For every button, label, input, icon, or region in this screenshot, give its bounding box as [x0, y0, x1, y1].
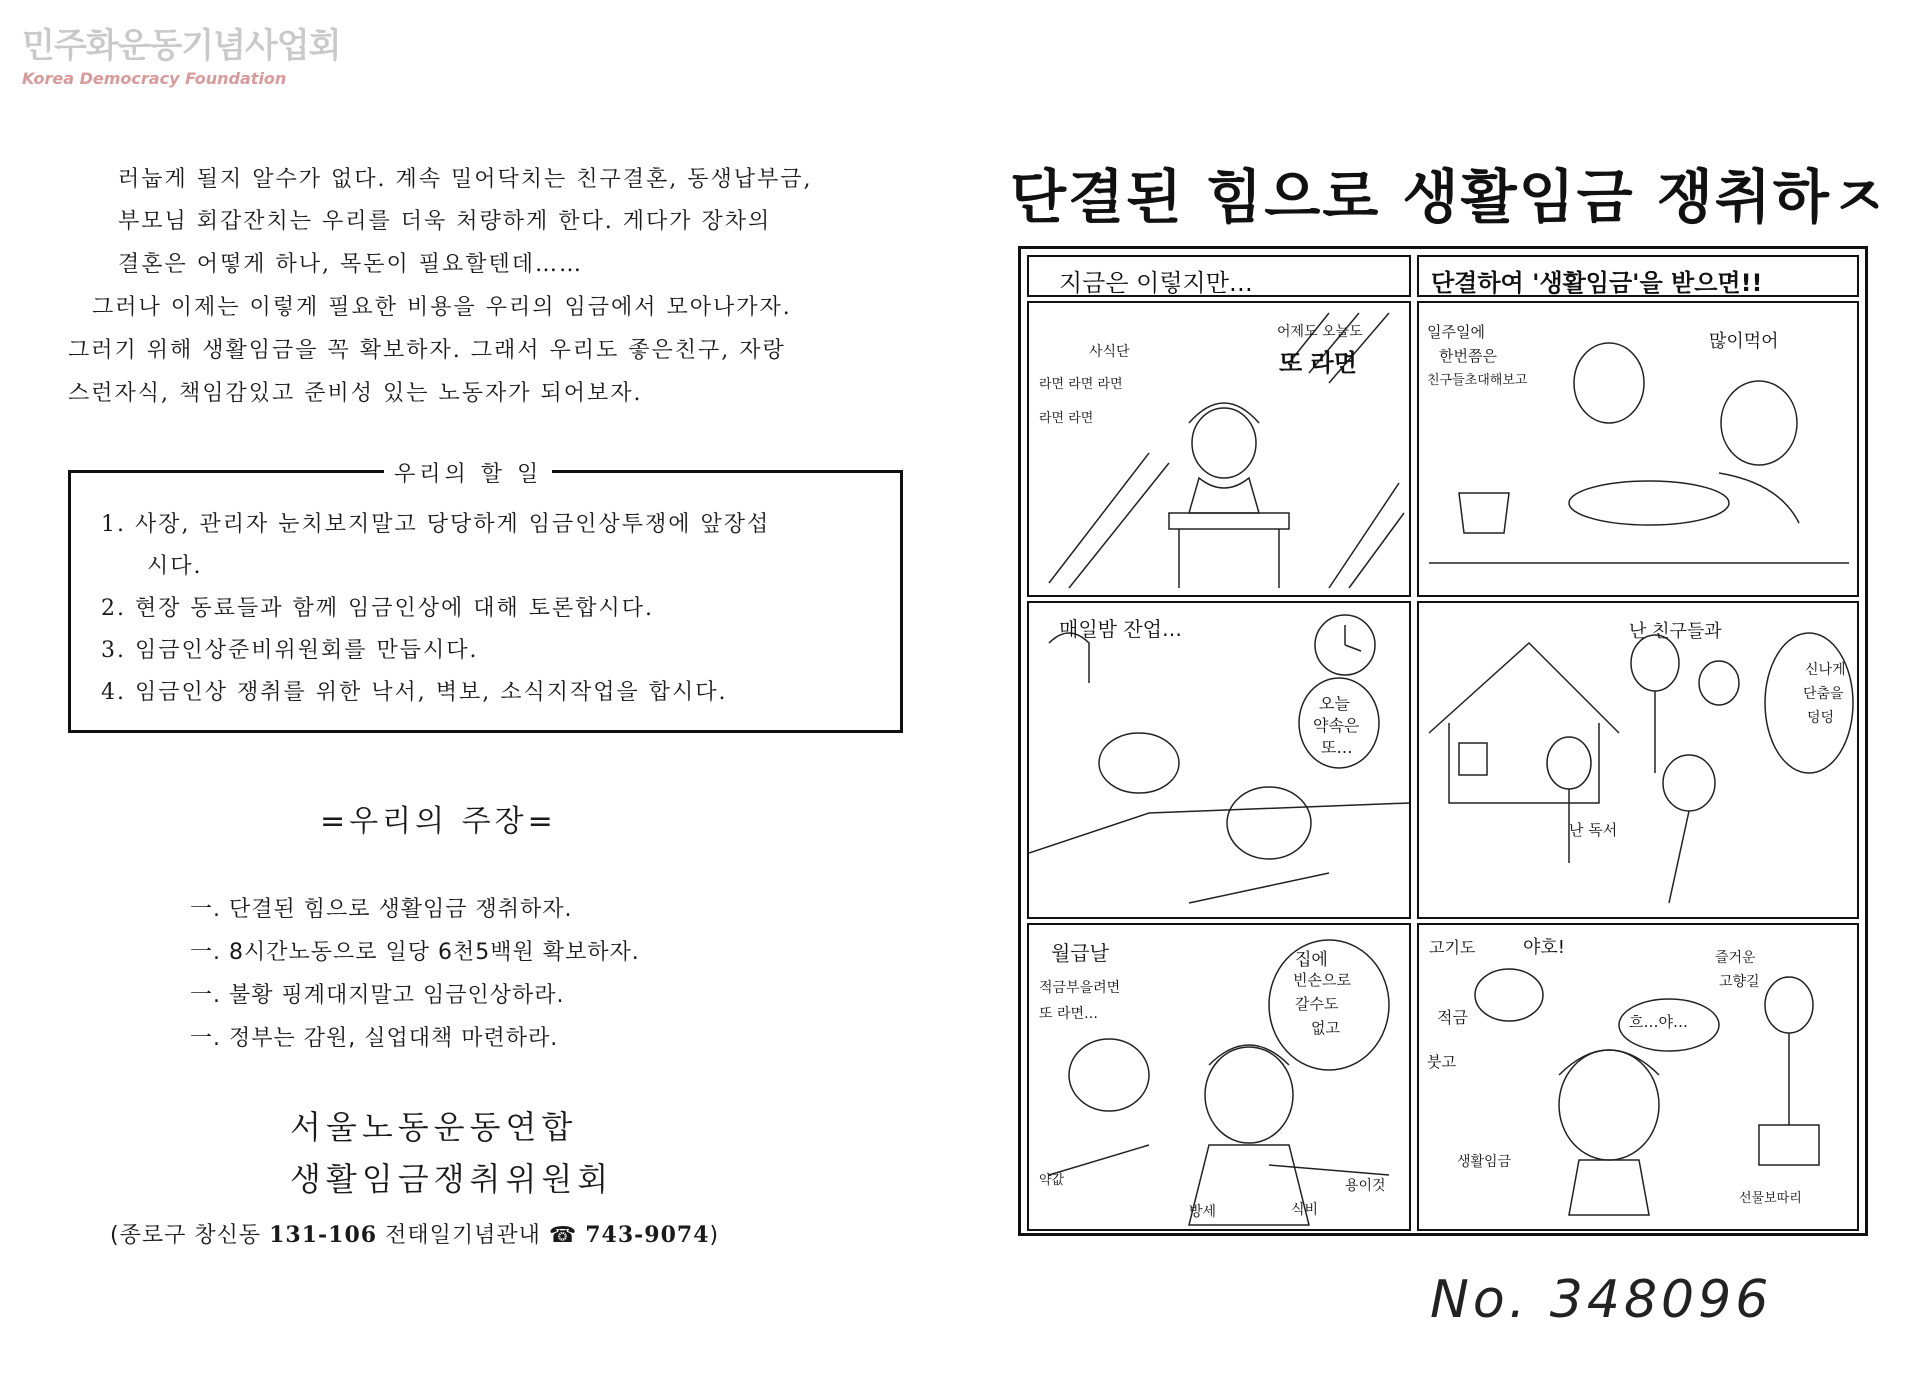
comic-caption-right: 단결하여 '생활임금'을 받으면!!	[1431, 269, 1763, 297]
panel-3-text: 약속은	[1313, 716, 1360, 735]
panel-3-text: 매일밤 잔업…	[1059, 617, 1182, 641]
panel-6-drawing	[1419, 925, 1857, 1229]
claim-item: 一. 단결된 힘으로 생활임금 쟁취하자.	[190, 897, 573, 922]
duty-item: 4. 임금인상 쟁취를 위한 낙서, 벽보, 소식지작업을 합시다.	[101, 680, 728, 705]
panel-6-text: 선물보따리	[1739, 1191, 1802, 1206]
panel-5-text: 없고	[1311, 1019, 1340, 1037]
duty-item: 3. 임금인상준비위원회를 만듭시다.	[101, 638, 479, 663]
panel-3-text: 오늘	[1319, 694, 1350, 713]
address-number: 131-106	[269, 1222, 378, 1248]
intro-line: 부모님 회갑잔치는 우리를 더욱 처량하게 한다. 게다가 장차의	[118, 209, 772, 234]
panel-3-text: 또…	[1321, 738, 1353, 757]
claim-item: 一. 정부는 감원, 실업대책 마련하라.	[190, 1026, 559, 1051]
address	[110, 1218, 719, 1249]
panel-5-text: 용이것	[1345, 1178, 1386, 1194]
panel-6-text: 야호!	[1523, 937, 1565, 958]
duties-box	[68, 470, 903, 733]
panel-2-text: 한번쯤은	[1439, 347, 1497, 365]
panel-5-text: 또 라면…	[1039, 1006, 1099, 1022]
comic-caption-left: 지금은 이렇지만…	[1059, 269, 1253, 297]
duty-item: 시다.	[147, 554, 203, 579]
panel-2-text: 일주일에	[1427, 323, 1485, 341]
panel-4-drawing	[1419, 603, 1857, 917]
panel-2-text: 친구들초대해보고	[1427, 373, 1528, 388]
duty-item: 1. 사장, 관리자 눈치보지말고 당당하게 임금인상투쟁에 앞장섭	[101, 512, 771, 537]
panel-1-text: 사식단	[1089, 344, 1130, 360]
address-open: (종로구 창신동	[110, 1223, 270, 1248]
panel-5-text: 집에	[1295, 950, 1328, 970]
panel-4-text: 신나게	[1805, 662, 1846, 678]
claim-item: 一. 8시간노동으로 일당 6천5백원 확보하자.	[190, 940, 640, 965]
watermark-english: Korea Democracy Foundation	[22, 69, 287, 88]
comic-panel-6	[1417, 923, 1859, 1231]
watermark	[22, 18, 340, 88]
panel-2-text: 많이먹어	[1709, 331, 1779, 352]
claims-title: =우리의 주장=	[320, 804, 557, 839]
panel-1-text: 어제도 오늘도	[1277, 324, 1363, 340]
panel-6-text: 붓고	[1427, 1053, 1456, 1071]
claim-item: 一. 불황 핑계대지말고 임금인상하라.	[190, 983, 565, 1008]
panel-6-text: 고향길	[1719, 974, 1760, 990]
intro-line: 그러기 위해 생활임금을 꼭 확보하자. 그래서 우리도 좋은친구, 자랑	[68, 338, 786, 363]
headline: 단결된 힘으로 생활임금 쟁취하ㅈ	[1010, 163, 1889, 231]
intro-line: 러눕게 될지 알수가 없다. 계속 밀어닥치는 친구결혼, 동생납부금,	[118, 167, 813, 192]
panel-3-drawing	[1029, 603, 1409, 917]
address-close: )	[709, 1223, 720, 1248]
panel-1-text: 라면 라면	[1039, 411, 1094, 426]
panel-6-text: 고기도	[1429, 938, 1476, 957]
panel-5-text: 적금부을려면	[1039, 980, 1121, 996]
panel-6-text: 적금	[1437, 1008, 1468, 1027]
panel-5-text: 식비	[1291, 1202, 1319, 1218]
panel-5-text: 방세	[1189, 1204, 1217, 1220]
panel-4-text: 단춤을	[1803, 686, 1844, 702]
comic-panel-3	[1027, 601, 1411, 919]
address-mid: 전태일기념관내 ☎	[377, 1223, 586, 1248]
panel-5-text: 약값	[1039, 1173, 1065, 1188]
panel-5-text: 갈수도	[1295, 995, 1339, 1013]
panel-4-text: 난 친구들과	[1629, 621, 1722, 642]
panel-6-text: 흐…야…	[1629, 1013, 1688, 1031]
comic-panel-1	[1027, 301, 1411, 597]
org-name: 서울노동운동연합	[290, 1108, 578, 1146]
panel-1-text: 또 라면	[1279, 349, 1357, 377]
panel-6-text: 생활임금	[1457, 1154, 1512, 1170]
duties-title: 우리의 할 일	[384, 457, 552, 488]
comic-caption-right-box	[1417, 255, 1859, 297]
watermark-korean: 민주화운동기념사업회	[22, 26, 341, 66]
panel-4-text: 난 독서	[1569, 821, 1618, 839]
comic-panel-4	[1417, 601, 1859, 919]
panel-4-text: 덩덩	[1807, 710, 1835, 726]
comic-strip	[1018, 246, 1868, 1236]
intro-line: 결혼은 어떻게 하나, 목돈이 필요할텐데……	[118, 252, 583, 277]
archive-number: No. 348096	[1430, 1270, 1773, 1330]
intro-line: 그러나 이제는 이렇게 필요한 비용을 우리의 임금에서 모아나가자.	[92, 295, 792, 320]
panel-6-text: 즐거운	[1715, 950, 1756, 966]
comic-panel-5	[1027, 923, 1411, 1231]
duty-item: 2. 현장 동료들과 함께 임금인상에 대해 토론합시다.	[101, 596, 654, 621]
panel-5-text: 빈손으로	[1293, 971, 1351, 989]
panel-5-text: 월급날	[1051, 941, 1109, 965]
address-phone: 743-9074	[585, 1222, 710, 1248]
panel-1-text: 라면 라면 라면	[1039, 377, 1123, 392]
comic-panel-2	[1417, 301, 1859, 597]
comic-caption-left-box	[1027, 255, 1411, 297]
intro-line: 스런자식, 책임감있고 준비성 있는 노동자가 되어보자.	[68, 381, 643, 406]
org-committee: 생활임금쟁취위원회	[290, 1160, 614, 1198]
